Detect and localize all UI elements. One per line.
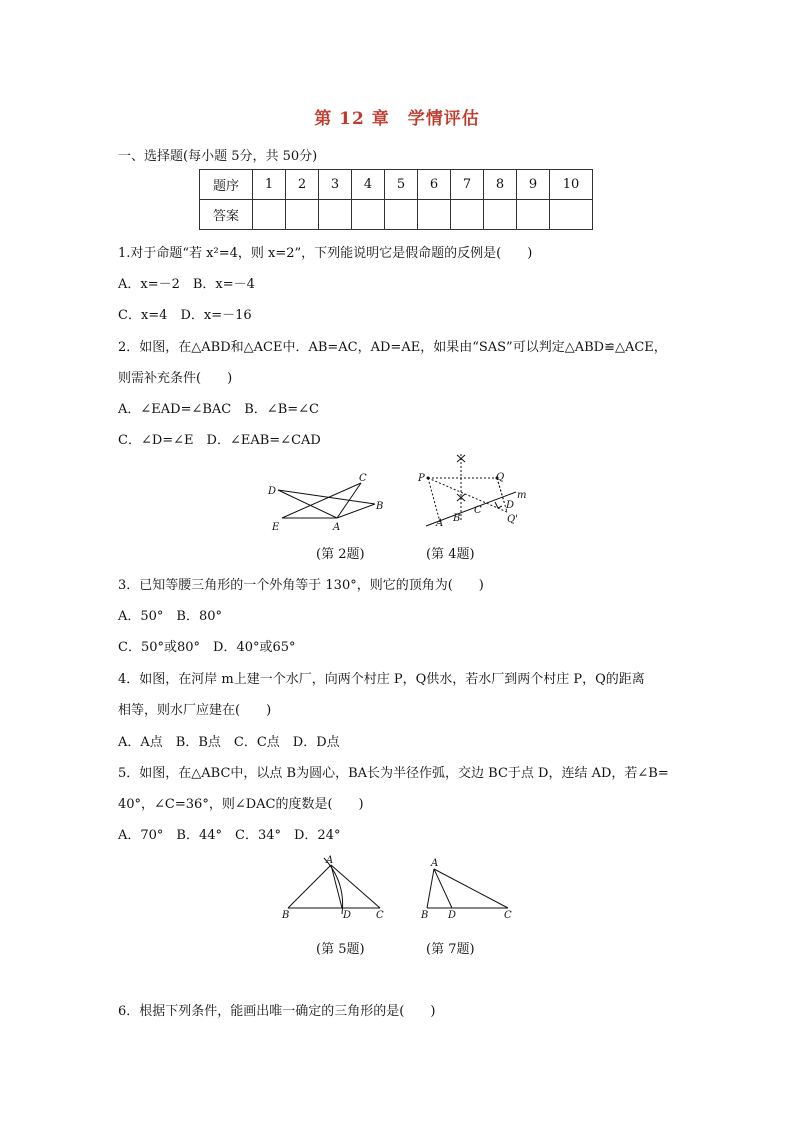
figure-5-caption: (第 5题) bbox=[316, 942, 365, 957]
label-Q: Q bbox=[496, 472, 505, 483]
answer-cell[interactable] bbox=[253, 200, 286, 230]
label-A: A bbox=[333, 522, 341, 533]
table-number-cell: 9 bbox=[517, 170, 550, 200]
page-title: 第 12 章 学情评估 bbox=[314, 109, 480, 129]
question-3-stem: 3．已知等腰三角形的一个外角等于 130°，则它的顶角为( ) bbox=[118, 578, 484, 593]
answer-cell[interactable] bbox=[451, 200, 484, 230]
figure-2-caption: (第 2题) bbox=[316, 547, 365, 562]
label-D: D bbox=[506, 500, 515, 511]
question-5-stem: 5．如图，在△ABC中，以点 B为圆心，BA长为半径作弧，交边 BC于点 D，连结 AD，若∠B= bbox=[118, 766, 669, 781]
question-2-stem-cont: 则需补充条件( ) bbox=[118, 371, 233, 386]
label-A: A bbox=[431, 858, 439, 869]
label-C: C bbox=[359, 473, 367, 484]
label-B: B bbox=[376, 501, 384, 512]
table-number-cell: 2 bbox=[286, 170, 319, 200]
question-1-options-ab: A．x=－2 B．x=－4 bbox=[118, 277, 255, 292]
table-number-cell: 10 bbox=[550, 170, 593, 200]
table-number-cell: 3 bbox=[319, 170, 352, 200]
question-2-stem: 2．如图，在△ABD和△ACE中．AB=AC，AD=AE，如果由“SAS”可以判定△ABD≌△ACE， bbox=[118, 340, 667, 355]
figure-2-diagram bbox=[262, 470, 392, 536]
answer-cell[interactable] bbox=[517, 200, 550, 230]
question-6-stem: 6．根据下列条件，能画出唯一确定的三角形的是( ) bbox=[118, 1004, 436, 1019]
answer-cell[interactable] bbox=[286, 200, 319, 230]
question-5-options: A．70° B．44° C．34° D．24° bbox=[118, 828, 341, 843]
figure-7-caption: (第 7题) bbox=[426, 942, 475, 957]
answer-cell[interactable] bbox=[319, 200, 352, 230]
question-3-options-ab: A．50° B．80° bbox=[118, 609, 223, 624]
section-heading: 一、选择题(每小题 5分，共 50分) bbox=[118, 149, 318, 164]
answer-cell[interactable] bbox=[418, 200, 451, 230]
label-D: D bbox=[343, 910, 352, 921]
label-C: C bbox=[376, 910, 384, 921]
label-E: E bbox=[272, 522, 280, 533]
answer-cell[interactable] bbox=[352, 200, 385, 230]
table-number-cell: 1 bbox=[253, 170, 286, 200]
answer-cell[interactable] bbox=[550, 200, 593, 230]
table-header-label: 题序 bbox=[200, 170, 253, 200]
table-row bbox=[200, 170, 593, 200]
label-C: C bbox=[474, 505, 482, 516]
table-number-cell: 6 bbox=[418, 170, 451, 200]
figure-7-diagram bbox=[418, 852, 518, 922]
question-4-stem-cont: 相等，则水厂应建在( ) bbox=[118, 703, 272, 718]
answer-table bbox=[199, 169, 593, 230]
question-2-options-cd: C．∠D=∠E D．∠EAB=∠CAD bbox=[118, 433, 321, 448]
label-D: D bbox=[448, 910, 457, 921]
label-C: C bbox=[504, 910, 512, 921]
question-4-options: A．A点 B．B点 C．C点 D．D点 bbox=[118, 735, 340, 750]
question-5-stem-cont: 40°，∠C=36°，则∠DAC的度数是( ) bbox=[118, 797, 364, 812]
question-1-stem: 1.对于命题“若 x²=4，则 x=2”，下列能说明它是假命题的反例是( ) bbox=[118, 246, 533, 261]
figure-4-diagram bbox=[412, 448, 536, 528]
label-A: A bbox=[436, 518, 444, 528]
figure-5-diagram bbox=[280, 852, 390, 922]
table-number-cell: 5 bbox=[385, 170, 418, 200]
answer-cell[interactable] bbox=[484, 200, 517, 230]
label-P: P bbox=[418, 473, 425, 484]
question-1-options-cd: C．x=4 D．x=－16 bbox=[118, 308, 252, 323]
table-row bbox=[200, 200, 593, 230]
table-number-cell: 8 bbox=[484, 170, 517, 200]
question-4-stem: 4．如图，在河岸 m上建一个水厂，向两个村庄 P，Q供水，若水厂到两个村庄 P，Q的距离 bbox=[118, 672, 645, 687]
figure-4-caption: (第 4题) bbox=[426, 547, 475, 562]
question-3-options-cd: C．50°或80° D．40°或65° bbox=[118, 640, 296, 655]
label-m: m bbox=[517, 490, 527, 501]
table-number-cell: 7 bbox=[451, 170, 484, 200]
table-answer-label: 答案 bbox=[200, 200, 253, 230]
label-D: D bbox=[268, 486, 277, 497]
label-B: B bbox=[421, 910, 429, 921]
answer-cell[interactable] bbox=[385, 200, 418, 230]
label-A: A bbox=[326, 855, 334, 866]
question-2-options-ab: A．∠EAD=∠BAC B．∠B=∠C bbox=[118, 402, 319, 417]
table-number-cell: 4 bbox=[352, 170, 385, 200]
label-B: B bbox=[453, 513, 461, 524]
label-B: B bbox=[282, 910, 290, 921]
label-Q-prime: Q' bbox=[507, 514, 518, 525]
